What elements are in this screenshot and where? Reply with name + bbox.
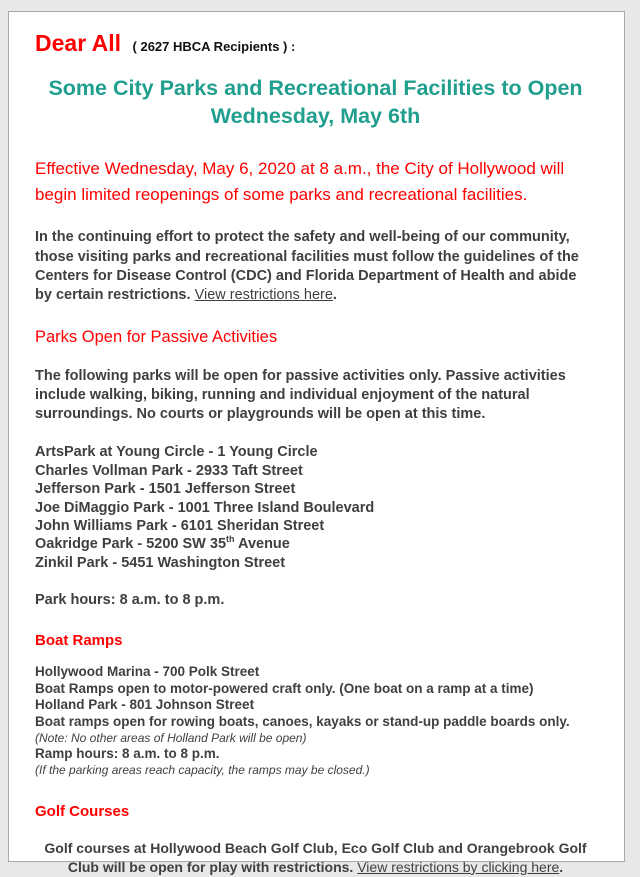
boat-ramps-details <box>35 664 596 779</box>
boat-ramps-heading: Boat Ramps <box>35 632 123 650</box>
view-restrictions-link[interactable]: View restrictions here <box>194 286 333 303</box>
holland-park-rule: Boat ramps open for rowing boats, canoes, kayaks or stand-up paddle boards only. <box>35 713 570 729</box>
salutation-text: Dear All <box>35 30 122 56</box>
page-title-line2: Wednesday, May 6th <box>210 104 421 129</box>
guidelines-period: . <box>332 286 337 303</box>
letter-sheet <box>8 11 625 875</box>
golf-text: Golf courses at Hollywood Beach Golf Club, Eco Golf Club and Orangebrook Golf Club will be open for play with restrictions. <box>44 840 587 875</box>
page-title <box>35 74 596 131</box>
recipients-count: ( 2627 HBCA Recipients ) : <box>132 39 296 54</box>
park-item <box>35 535 596 553</box>
guidelines-text: In the continuing effort to protect the safety and well-being of our community, those visiting parks and recreational facilities must follow the guidelines of the Centers for Disease Control (CDC) and Florida Department of Health and abide by certain restrictions. <box>35 229 579 303</box>
holland-park-note: (Note: No other areas of Holland Park will be open) <box>35 730 307 745</box>
park-item: Zinkil Park - 5451 Washington Street <box>35 554 286 571</box>
golf-paragraph <box>41 839 590 877</box>
park-item: ArtsPark at Young Circle - 1 Young Circle <box>35 444 318 461</box>
marina-address: Hollywood Marina - 700 Polk Street <box>35 664 260 680</box>
passive-parks-heading: Parks Open for Passive Activities <box>35 327 278 346</box>
park-item-text: Oakridge Park - 5200 SW 35 <box>35 536 227 553</box>
effective-notice: Effective Wednesday, May 6, 2020 at 8 a.m., the City of Hollywood will begin limited reopenings of some parks and recreational facilities. <box>35 158 565 205</box>
holland-park-address: Holland Park - 801 Johnson Street <box>35 697 255 713</box>
park-item: Charles Vollman Park - 2933 Taft Street <box>35 462 303 479</box>
golf-period: . <box>559 858 564 875</box>
park-item: John Williams Park - 6101 Sheridan Street <box>35 517 325 534</box>
greeting-row <box>35 30 596 57</box>
park-item: Joe DiMaggio Park - 1001 Three Island Boulevard <box>35 499 375 516</box>
guidelines-paragraph <box>35 228 596 305</box>
park-item: Jefferson Park - 1501 Jefferson Street <box>35 481 296 498</box>
passive-parks-description: The following parks will be open for passive activities only. Passive activities include walking, biking, running and individual enjoyment of the natural surroundings. No courts or playgrounds will be open at this time. <box>35 367 566 423</box>
park-item-text: Avenue <box>234 536 290 553</box>
park-hours: Park hours: 8 a.m. to 8 p.m. <box>35 592 225 609</box>
golf-courses-heading: Golf Courses <box>35 803 130 821</box>
marina-rule: Boat Ramps open to motor-powered craft only. (One boat on a ramp at a time) <box>35 680 534 696</box>
ordinal-suffix: th <box>226 534 235 545</box>
capacity-note: (If the parking areas reach capacity, the ramps may be closed.) <box>35 763 370 778</box>
parks-list <box>35 443 596 572</box>
ramp-hours: Ramp hours: 8 a.m. to 8 p.m. <box>35 746 220 762</box>
page-title-line1: Some City Parks and Recreational Facilities to Open <box>48 76 583 100</box>
golf-restrictions-link[interactable]: View restrictions by clicking here <box>357 858 560 875</box>
